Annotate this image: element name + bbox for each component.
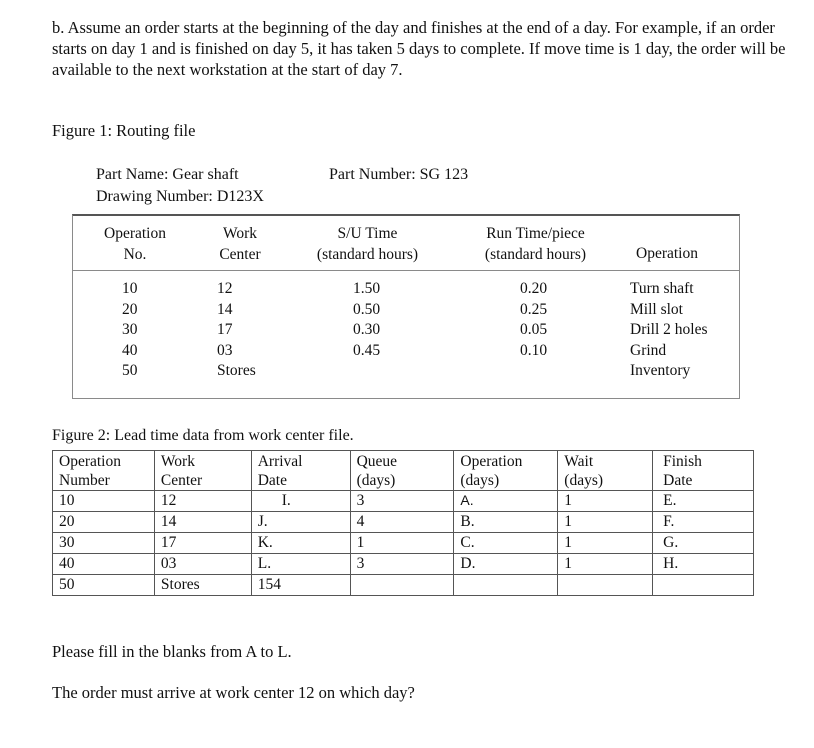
table-cell: 1 — [558, 533, 653, 554]
routing-cell: 0.10 — [520, 341, 548, 359]
drawing-number: Drawing Number: D123X — [96, 188, 264, 205]
lead-time-header-row — [53, 451, 754, 491]
table-cell: 4 — [350, 512, 454, 533]
routing-cell: Stores — [217, 362, 256, 379]
table-cell: 1 — [558, 554, 653, 575]
table-cell: 12 — [154, 491, 251, 512]
table-cell: 03 — [154, 554, 251, 575]
routing-cell: 12 — [217, 280, 233, 297]
routing-cell: 40 — [122, 341, 138, 359]
routing-cell: Turn shaft — [630, 280, 694, 297]
figure2-title: Figure 2: Lead time data from work center file. — [52, 427, 354, 444]
table-cell: 154 — [251, 575, 350, 596]
routing-cell: 0.45 — [353, 341, 381, 359]
table-cell: 14 — [154, 512, 251, 533]
table-cell: J. — [251, 512, 350, 533]
question-text: The order must arrive at work center 12 on which day? — [52, 683, 415, 702]
routing-cell: 0.25 — [520, 300, 548, 318]
routing-column-wc — [217, 279, 256, 382]
routing-cell: 50 — [122, 362, 138, 379]
routing-cell: 0.05 — [520, 321, 548, 338]
table-cell: K. — [251, 533, 350, 554]
table-cell: G. — [653, 533, 754, 554]
table-cell — [558, 575, 653, 596]
table-cell: F. — [653, 512, 754, 533]
routing-cell: 14 — [217, 300, 233, 318]
intro-paragraph: b. Assume an order starts at the beginning of the day and finishes at the end of a day. For example, if an order starts on day 1 and is finished on day 5, it has taken 5 days to complete. If move time is 1 day, the order will be available to the next workstation at the start of day 7. — [52, 18, 786, 79]
table-cell — [653, 575, 754, 596]
header-cell: Operation (days) — [454, 451, 558, 491]
routing-header-run-time: Run Time/piece (standard hours) — [484, 225, 587, 263]
table-cell: C. — [454, 533, 558, 554]
routing-cell: 0.30 — [353, 321, 381, 338]
table-row — [53, 512, 754, 533]
header-cell: Queue (days) — [350, 451, 454, 491]
table-cell: B. — [454, 512, 558, 533]
lead-time-table — [52, 450, 754, 596]
table-cell: 17 — [154, 533, 251, 554]
header-cell: Work Center — [154, 451, 251, 491]
routing-column-su — [353, 279, 380, 361]
table-cell: 3 — [350, 491, 454, 512]
routing-header-operation: Operation — [636, 245, 698, 262]
routing-header-su-time: S/U Time (standard hours) — [316, 225, 419, 263]
routing-cell: 17 — [217, 321, 233, 338]
table-cell: H. — [653, 554, 754, 575]
part-number: Part Number: SG 123 — [329, 166, 469, 183]
routing-header-divider — [72, 270, 739, 271]
routing-cell: Inventory — [630, 362, 691, 379]
table-cell: 40 — [53, 554, 155, 575]
instruction-text: Please fill in the blanks from A to L. — [52, 642, 292, 661]
header-cell: Finish Date — [653, 451, 754, 491]
table-cell: 50 — [53, 575, 155, 596]
routing-header-operation-no: Operation No. — [104, 225, 166, 263]
table-row — [53, 575, 754, 596]
header-cell: Wait (days) — [558, 451, 653, 491]
table-cell: 3 — [350, 554, 454, 575]
table-cell: I. — [251, 491, 350, 512]
figure1-title: Figure 1: Routing file — [52, 121, 196, 140]
routing-cell: 1.50 — [353, 280, 381, 297]
table-cell: 30 — [53, 533, 155, 554]
table-cell: A. — [454, 491, 558, 512]
routing-cell: Grind — [630, 341, 667, 359]
table-row — [53, 491, 754, 512]
table-cell: 1 — [558, 512, 653, 533]
routing-cell: 20 — [122, 300, 138, 318]
table-cell: E. — [653, 491, 754, 512]
table-row — [53, 554, 754, 575]
routing-cell: Mill slot — [630, 300, 683, 318]
routing-column-run — [520, 279, 547, 361]
table-cell — [350, 575, 454, 596]
table-row — [53, 533, 754, 554]
routing-column-op — [122, 279, 138, 382]
routing-column-desc — [630, 279, 708, 382]
table-cell: L. — [251, 554, 350, 575]
header-cell: Operation Number — [53, 451, 155, 491]
routing-cell: 0.20 — [520, 280, 548, 297]
routing-cell: 10 — [122, 280, 138, 297]
routing-cell: Drill 2 holes — [630, 321, 708, 338]
table-cell: 1 — [350, 533, 454, 554]
routing-cell: 0.50 — [353, 300, 381, 318]
table-cell — [454, 575, 558, 596]
table-cell: D. — [454, 554, 558, 575]
part-name: Part Name: Gear shaft — [96, 166, 239, 183]
table-cell: Stores — [154, 575, 251, 596]
table-cell: 10 — [53, 491, 155, 512]
routing-header-work-center: Work Center — [219, 225, 261, 263]
routing-cell: 03 — [217, 341, 233, 359]
table-cell: 1 — [558, 491, 653, 512]
table-cell: 20 — [53, 512, 155, 533]
header-cell: Arrival Date — [251, 451, 350, 491]
routing-cell: 30 — [122, 321, 138, 338]
